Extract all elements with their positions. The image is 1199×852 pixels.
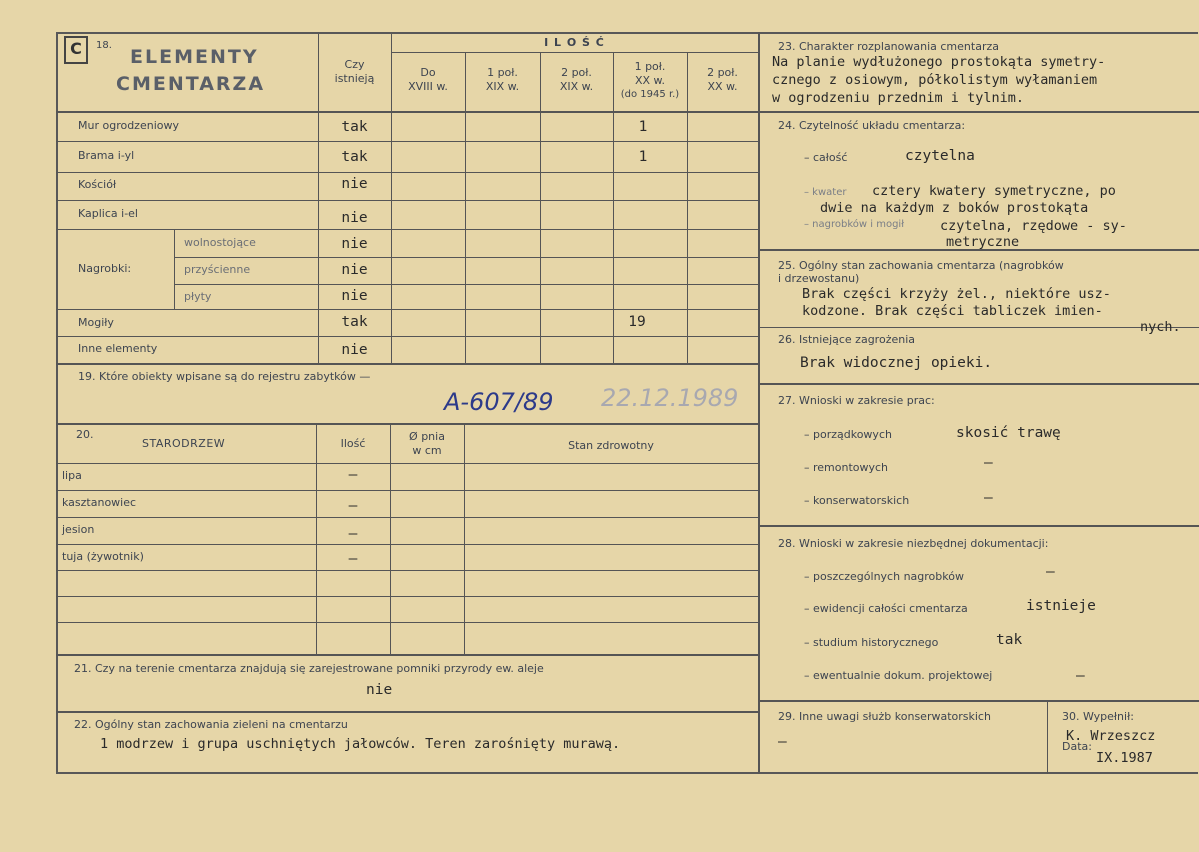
- period-5-l2: XX w.: [707, 80, 738, 93]
- section-25-label1: 25. Ogólny stan zachowania cmentarza (nagrobków: [778, 259, 1064, 272]
- register-number: A-607/89: [444, 388, 554, 416]
- row-nagrobki-label: Nagrobki:: [78, 262, 132, 275]
- tree-4-name: tuja (żywotnik): [62, 550, 144, 563]
- row-przyscienne-label: przyścienne: [184, 263, 251, 276]
- period-4-l3: (do 1945 r.): [620, 89, 680, 100]
- period-1-l1: Do: [420, 66, 436, 79]
- section-19-label: 19. Które obiekty wpisane są do rejestru zabytków —: [78, 370, 371, 383]
- section-20-title: STARODRZEW: [142, 437, 226, 450]
- section-27-item-1-value: skosić trawę: [956, 425, 1061, 441]
- col-tree-fi-1: Ø pnia: [409, 430, 445, 443]
- section-28-item-1-value: –: [1046, 564, 1055, 580]
- section-24-kwater-value1: cztery kwatery symetryczne, po: [872, 183, 1116, 199]
- row-mogily-count: 19: [628, 314, 646, 330]
- tree-3-name: jesion: [62, 523, 95, 536]
- section-24-nagrob-label: – nagrobków i mogił: [804, 219, 905, 230]
- row-mogily-label: Mogiły: [78, 316, 114, 329]
- section-29-label: 29. Inne uwagi służb konserwatorskich: [778, 710, 991, 723]
- row-inne-exists: nie: [341, 342, 368, 358]
- section-28-item-1-label: – poszczególnych nagrobków: [804, 570, 964, 583]
- date-value: IX.1987: [1096, 750, 1153, 766]
- col-czy: Czy: [344, 58, 365, 71]
- register-date: 22.12.1989: [601, 384, 739, 412]
- section-18-title-2: CMENTARZA: [116, 73, 266, 95]
- row-wolnostojace-label: wolnostojące: [184, 236, 256, 249]
- section-24-nagrob-value1: czytelna, rzędowe - sy-: [940, 218, 1127, 234]
- tree-4-qty: –: [348, 551, 358, 567]
- row-brama-count: 1: [638, 149, 648, 165]
- row-brama-exists: tak: [341, 149, 368, 165]
- row-kaplica-exists: nie: [341, 210, 368, 226]
- section-28-label: 28. Wnioski w zakresie niezbędnej dokumentacji:: [778, 537, 1049, 550]
- section-26-label: 26. Istniejące zagrożenia: [778, 333, 916, 346]
- section-24-kwater-value2: dwie na każdym z boków prostokąta: [820, 200, 1089, 216]
- section-28-item-2-label: – ewidencji całości cmentarza: [804, 602, 968, 615]
- section-22-label: 22. Ogólny stan zachowania zieleni na cmentarzu: [74, 718, 348, 731]
- period-4-l2: XX w.: [634, 74, 666, 87]
- section-24-calosc-label: – całość: [804, 151, 848, 164]
- filled-by-name: K. Wrzeszcz: [1066, 728, 1156, 744]
- section-23-line3: w ogrodzeniu przednim i tylnim.: [772, 90, 1024, 106]
- section-21-value: nie: [366, 682, 393, 698]
- row-brama-label: Brama i-yl: [78, 149, 135, 162]
- column-divider: [758, 32, 760, 774]
- section-28-item-2-value: istnieje: [1026, 598, 1096, 614]
- section-27-label: 27. Wnioski w zakresie prac:: [778, 394, 935, 407]
- row-kosciol-exists: nie: [341, 176, 368, 192]
- section-27-item-3-label: – konserwatorskich: [804, 494, 910, 507]
- section-28-item-3-value: tak: [996, 632, 1023, 648]
- section-20-number: 20.: [76, 428, 94, 441]
- row-mur-label: Mur ogrodzeniowy: [78, 119, 179, 132]
- section-27-item-2-label: – remontowych: [804, 461, 889, 474]
- tree-1-name: lipa: [62, 469, 82, 482]
- section-25-line3: nych.: [1140, 319, 1181, 335]
- period-5-l1: 2 poł.: [707, 66, 738, 79]
- row-plyty-label: płyty: [184, 290, 212, 303]
- section-23-line1: Na planie wydłużonego prostokąta symetry-: [772, 54, 1106, 70]
- section-25-line2: kodzone. Brak części tabliczek imien-: [802, 303, 1103, 319]
- section-24-calosc-value: czytelna: [905, 148, 975, 164]
- section-29-value: –: [778, 734, 787, 750]
- ilosc-header: I L O Ś Ć: [544, 36, 605, 49]
- section-24-label: 24. Czytelność układu cmentarza:: [778, 119, 966, 132]
- period-1-l2: XVIII w.: [408, 80, 448, 93]
- col-istnieja: istnieją: [334, 72, 375, 85]
- section-24-nagrob-value2: metryczne: [946, 234, 1020, 250]
- section-18-number: 18.: [96, 40, 112, 51]
- section-30-label: 30. Wypełnił:: [1062, 710, 1134, 723]
- row-wolnostojace-exists: nie: [341, 236, 368, 252]
- section-18-title-1: ELEMENTY: [130, 46, 259, 68]
- date-label: Data:: [1062, 740, 1092, 753]
- row-mur-exists: tak: [341, 119, 368, 135]
- section-26-value: Brak widocznej opieki.: [800, 355, 993, 371]
- section-28-item-4-value: –: [1076, 668, 1085, 684]
- row-kaplica-label: Kaplica i-el: [78, 207, 138, 220]
- section-21-label: 21. Czy na terenie cmentarza znajdują się zarejestrowane pomniki przyrody ew. aleje: [74, 662, 544, 675]
- section-24-kwater-label: – kwater: [804, 187, 847, 198]
- tree-2-qty: –: [348, 498, 358, 514]
- section-23-line2: cznego z osiowym, półkolistym wyłamaniem: [772, 72, 1098, 88]
- period-3-l2: XIX w.: [559, 80, 594, 93]
- col-tree-fi-2: w cm: [412, 444, 442, 457]
- row-mur-count: 1: [638, 119, 648, 135]
- row-plyty-exists: nie: [341, 288, 368, 304]
- box-letter: C: [64, 36, 88, 64]
- row-inne-label: Inne elementy: [78, 342, 158, 355]
- section-28-item-3-label: – studium historycznego: [804, 636, 939, 649]
- section-27-item-2-value: –: [984, 455, 993, 471]
- period-2-l1: 1 poł.: [487, 66, 518, 79]
- col-tree-stan: Stan zdrowotny: [568, 439, 654, 452]
- period-2-l2: XIX w.: [485, 80, 520, 93]
- period-3-l1: 2 poł.: [561, 66, 592, 79]
- section-25-label2: i drzewostanu): [778, 272, 860, 285]
- section-25-line1: Brak części krzyży żel., niektóre usz-: [802, 286, 1111, 302]
- section-27-item-1-label: – porządkowych: [804, 428, 892, 441]
- tree-2-name: kasztanowiec: [62, 496, 137, 509]
- tree-1-qty: –: [348, 467, 358, 483]
- row-mogily-exists: tak: [341, 314, 368, 330]
- section-23-label: 23. Charakter rozplanowania cmentarza: [778, 40, 999, 53]
- section-27-item-3-value: –: [984, 490, 993, 506]
- row-przyscienne-exists: nie: [341, 262, 368, 278]
- col-tree-qty: Ilość: [340, 437, 366, 450]
- section-22-value: 1 modrzew i grupa uschniętych jałowców. Teren zarośnięty murawą.: [100, 736, 621, 752]
- row-kosciol-label: Kościół: [78, 178, 117, 191]
- section-28-item-4-label: – ewentualnie dokum. projektowej: [804, 669, 993, 682]
- tree-3-qty: –: [348, 526, 358, 542]
- period-4-l1: 1 poł.: [634, 60, 666, 73]
